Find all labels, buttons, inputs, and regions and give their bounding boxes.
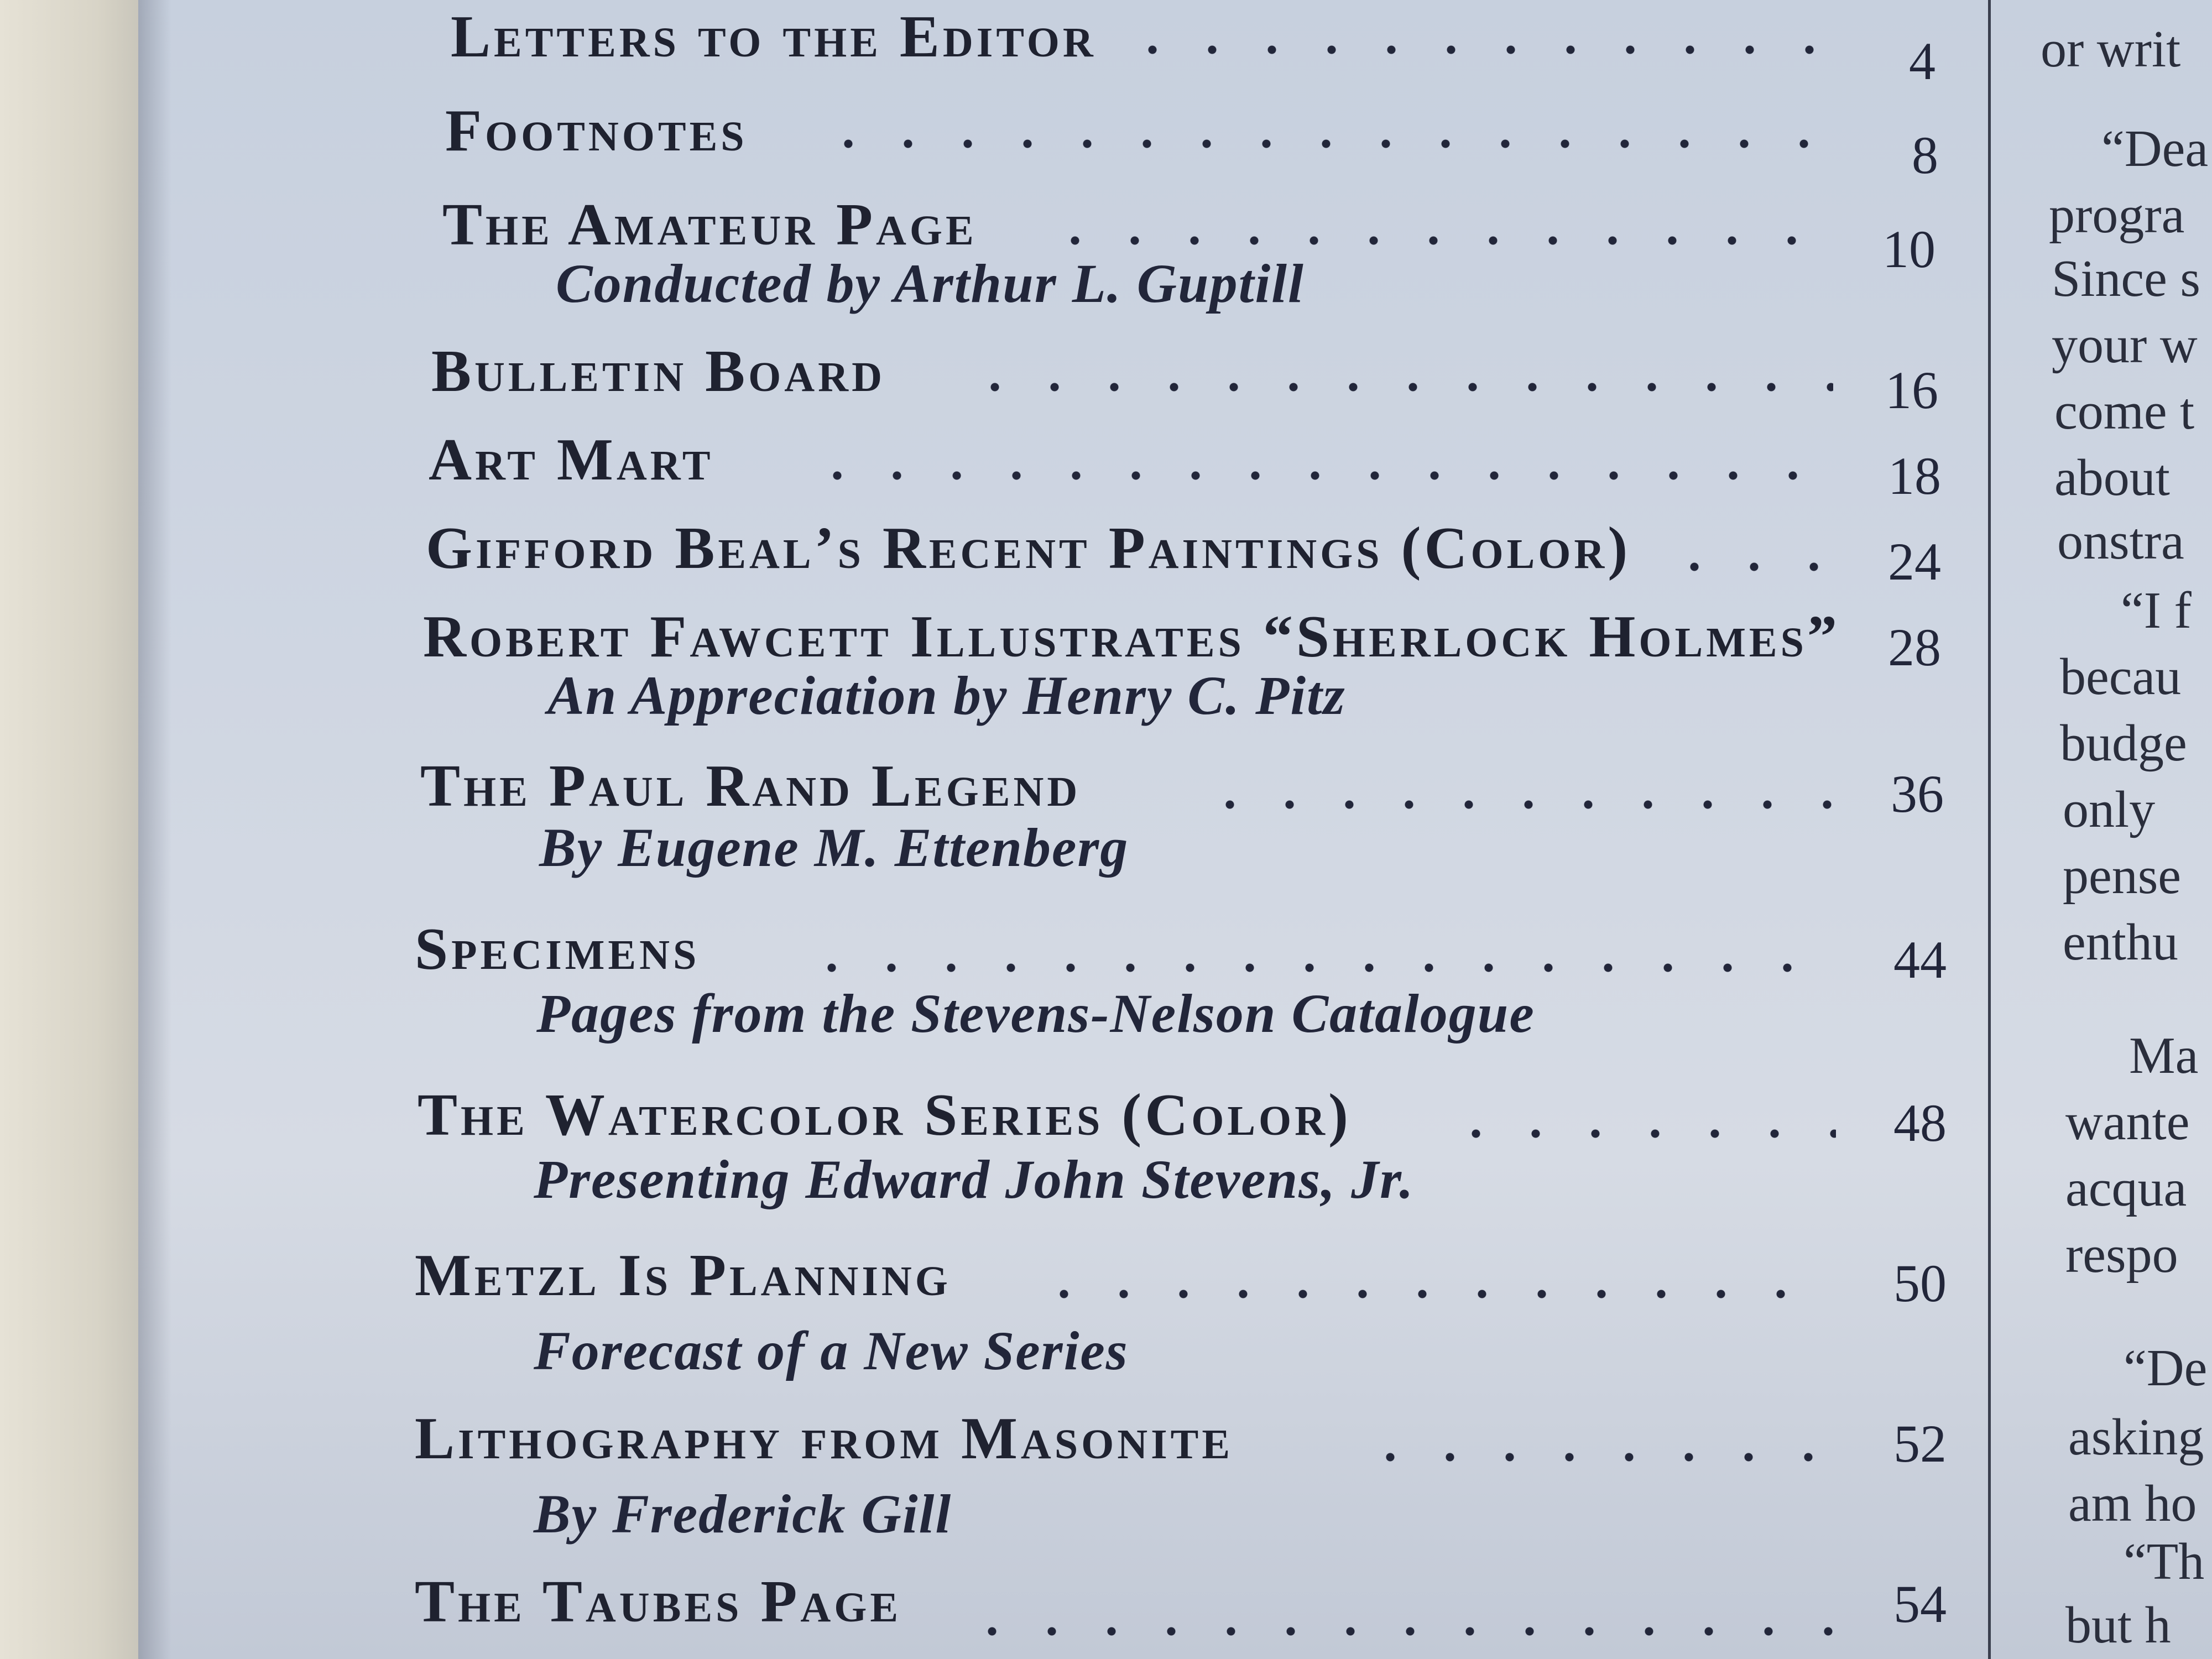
leader-dots	[818, 135, 1830, 152]
toc-page-number: 4	[1909, 32, 1936, 91]
leader-dots	[962, 1623, 1836, 1640]
toc-page-number: 52	[1893, 1414, 1947, 1473]
leader-dots	[1200, 796, 1836, 813]
column-text-fragment: Ma	[2129, 1027, 2199, 1084]
toc-subtitle: By Eugene M. Ettenberg	[539, 817, 1129, 878]
column-text-fragment: your w	[2052, 316, 2198, 374]
leader-dots	[1360, 1449, 1836, 1465]
toc-subtitle: Forecast of a New Series	[534, 1320, 1129, 1381]
column-text-fragment: only	[2063, 781, 2156, 838]
toc-title: The Watercolor Series (Color)	[418, 1082, 1352, 1148]
leader-dots	[1123, 41, 1836, 58]
column-text-fragment: pense	[2063, 847, 2182, 905]
toc-page-number: 16	[1885, 361, 1938, 420]
toc-page-number: 10	[1882, 220, 1936, 279]
toc-title: Gifford Beal’s Recent Paintings (Color)	[426, 515, 1631, 581]
toc-title: Lithography from Masonite	[415, 1406, 1234, 1472]
adjacent-page-margin	[0, 0, 138, 1659]
toc-subtitle: Conducted by Arthur L. Guptill	[556, 253, 1305, 314]
toc-page-number: 44	[1893, 930, 1947, 989]
toc-page-number: 48	[1893, 1093, 1947, 1152]
column-text-fragment: “De	[2124, 1339, 2208, 1397]
toc-page-number: 8	[1912, 126, 1938, 185]
column-text-fragment: “Th	[2124, 1533, 2205, 1590]
column-text-fragment: wante	[2065, 1093, 2190, 1151]
toc-title: Footnotes	[445, 98, 748, 164]
toc-title: Art Mart	[429, 427, 714, 493]
toc-subtitle: Presenting Edward John Stevens, Jr.	[534, 1149, 1415, 1210]
toc-page-number: 36	[1891, 764, 1944, 823]
column-text-fragment: becau	[2060, 648, 2182, 706]
toc-title: Metzl Is Planning	[415, 1243, 951, 1308]
column-text-fragment: but h	[2065, 1597, 2171, 1654]
toc-title: The Paul Rand Legend	[420, 753, 1081, 819]
toc-title: The Taubes Page	[415, 1569, 902, 1635]
toc-title: Bulletin Board	[431, 338, 885, 404]
toc-page-number: 28	[1888, 618, 1941, 677]
leader-dots	[802, 959, 1836, 976]
column-text-fragment: respo	[2065, 1226, 2178, 1284]
column-text-fragment: Since s	[2052, 250, 2200, 307]
leader-dots	[965, 379, 1833, 395]
column-text-fragment: or writ	[2041, 20, 2181, 78]
column-text-fragment: am ho	[2068, 1475, 2197, 1532]
leader-dots	[1045, 232, 1830, 249]
toc-page-number: 18	[1888, 446, 1941, 505]
toc-page-number: 54	[1893, 1574, 1947, 1634]
column-text-fragment: come t	[2054, 383, 2195, 440]
column-text-fragment: budge	[2060, 714, 2187, 772]
leader-dots	[807, 467, 1836, 484]
column-text-fragment: about	[2054, 449, 2170, 507]
toc-title: Letters to the Editor	[451, 4, 1097, 70]
toc-page-number: 24	[1888, 532, 1941, 591]
leader-dots	[1446, 1125, 1836, 1142]
toc-title: The Amateur Page	[442, 192, 977, 258]
toc-subtitle: An Appreciation by Henry C. Pitz	[547, 665, 1346, 726]
column-text-fragment: enthu	[2063, 914, 2178, 971]
column-text-fragment: asking	[2068, 1408, 2204, 1466]
toc-page-number: 50	[1893, 1254, 1947, 1313]
toc-title: Specimens	[415, 916, 700, 982]
leader-dots	[1665, 559, 1836, 575]
leader-dots	[1034, 1286, 1836, 1302]
column-divider-rule	[1988, 0, 1991, 1659]
column-text-fragment: progra	[2049, 186, 2185, 244]
toc-subtitle: Pages from the Stevens-Nelson Catalogue	[536, 983, 1535, 1044]
toc-title: Robert Fawcett Illustrates “Sherlock Holmes”	[423, 604, 1840, 670]
column-text-fragment: acqua	[2065, 1160, 2187, 1217]
column-text-fragment: “Dea	[2101, 120, 2209, 178]
toc-subtitle: By Frederick Gill	[534, 1483, 952, 1545]
column-text-fragment: onstra	[2057, 513, 2184, 570]
page-gutter-shadow	[138, 0, 171, 1659]
column-text-fragment: “I f	[2121, 582, 2192, 639]
adjacent-column-text	[2013, 0, 2212, 1659]
